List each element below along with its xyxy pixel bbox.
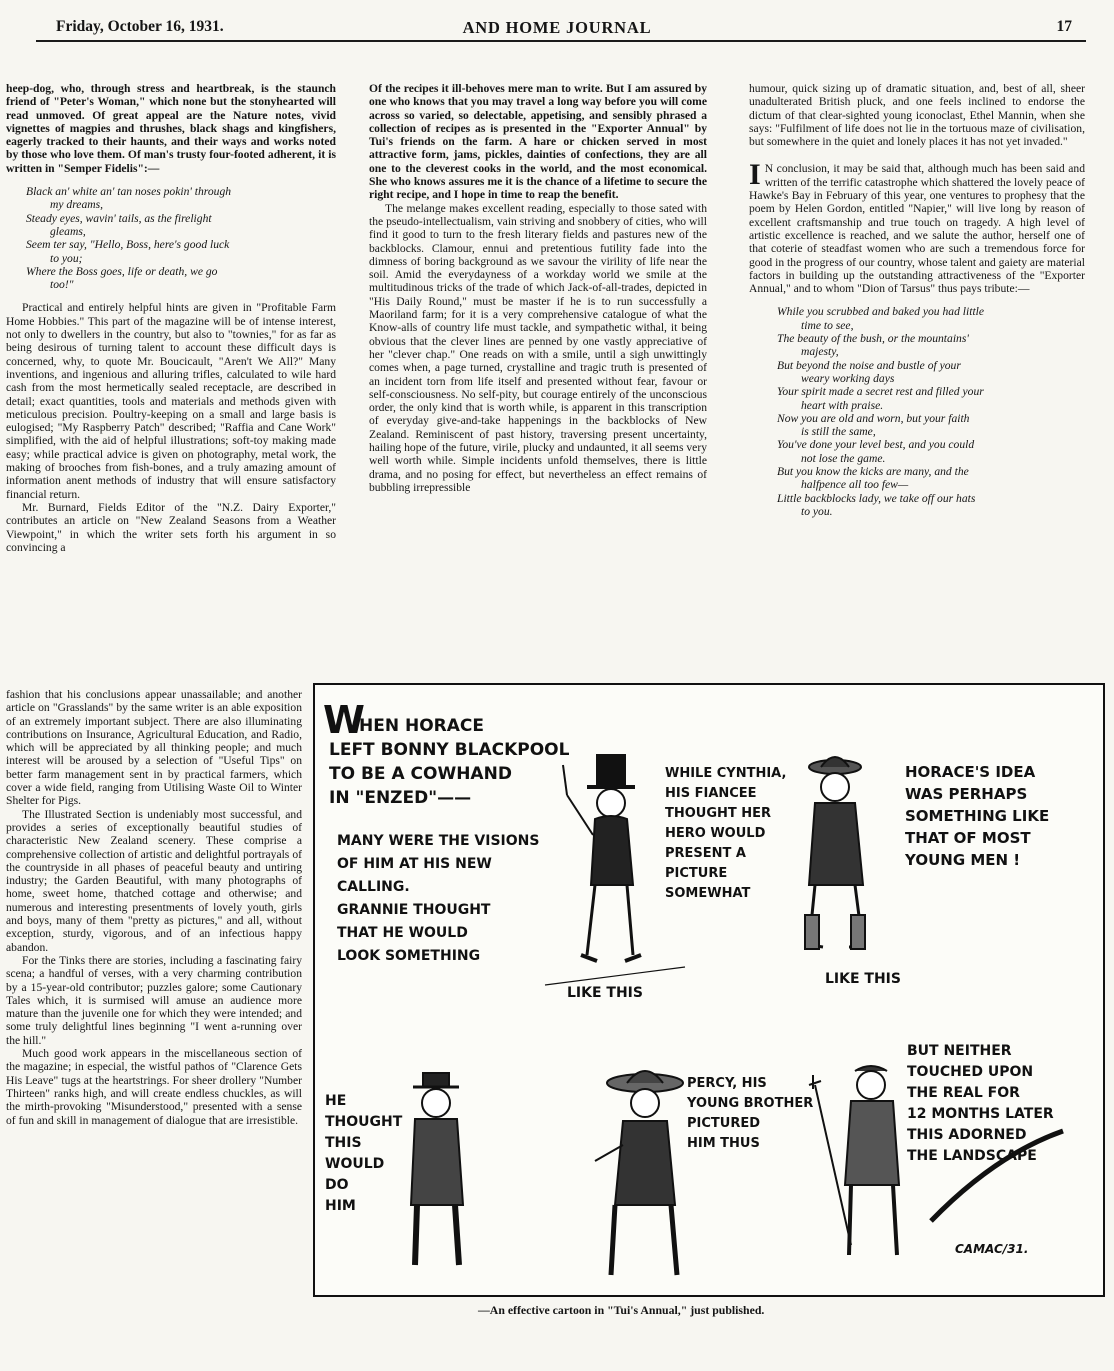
cartoon-caption-line: HERO WOULD <box>665 826 766 841</box>
verse-line <box>777 438 1085 465</box>
verse-line <box>777 385 1085 412</box>
cartoon-caption-line: WAS PERHAPS <box>905 785 1028 803</box>
cartoon-caption-line: HIM <box>325 1198 356 1214</box>
cartoon-caption-line: THIS ADORNED <box>907 1127 1027 1143</box>
panel3-horace-caption <box>904 763 1049 869</box>
page-header <box>0 0 1114 40</box>
figure-hat-man <box>411 1073 463 1265</box>
verse-line-text: Where the Boss goes, life or death, we go <box>26 264 218 278</box>
verse-line-continuation: weary working days <box>801 371 895 385</box>
verse-line <box>26 212 336 239</box>
col1-paragraph-burnard: Mr. Burnard, Fields Editor of the "N.Z. Dairy Exporter," contributes an article on "New Zealand Seasons from a Weather Viewpoint," in which the writer sets forth his argument in so convincing a <box>6 500 336 554</box>
page-number: 17 <box>1056 18 1072 35</box>
panel2-cynthia-caption <box>665 766 786 901</box>
ground-line-1 <box>545 967 685 985</box>
cartoon-caption-line: THAT OF MOST <box>905 829 1031 847</box>
panel1-grannie-caption <box>337 833 539 964</box>
cartoon-panel <box>313 683 1105 1297</box>
col1-paragraph-burnard-cont: fashion that his conclusions appear unassailable; and another article on "Grasslands" by the same writer is an able exposition of an extremely important subject. There are also illuminating contributions on Insurance, Agricultural Education, and Radio, which will be appreciated by all thinking people; and much interest will be aroused by a selection of "Useful Tips" on better farm management sent in by practical farmers, which cover a wide field, ranging from Utilising Waste Oil to Winter Shelter for Pigs. <box>6 688 302 808</box>
verse-line-text: Little backblocks lady, we take off our hats <box>777 491 976 505</box>
verse-line <box>777 359 1085 386</box>
verse-line-text: Now you are old and worn, but your faith <box>777 411 970 425</box>
cartoon-caption-line: HIS FIANCEE <box>665 786 757 801</box>
figure-percy-cowboy <box>595 1071 683 1275</box>
verse-line <box>26 238 336 265</box>
col3-paragraph-napier <box>749 158 1085 296</box>
cartoon-caption-line: PERCY, HIS <box>687 1076 767 1091</box>
verse-line-continuation: halfpence all too few— <box>801 478 909 492</box>
cartoon-drawing <box>315 685 1103 1295</box>
verse-line-continuation: gleams, <box>50 224 86 238</box>
verse-line <box>777 465 1085 492</box>
column-1 <box>6 82 336 554</box>
issue-date: Friday, October 16, 1931. <box>56 18 224 35</box>
verse-line <box>26 265 336 292</box>
cartoon-caption-line: THOUGHT HER <box>665 806 772 821</box>
verse-line-text: While you scrubbed and baked you had little <box>777 305 985 319</box>
verse-line-text: The beauty of the bush, or the mountains' <box>777 332 969 346</box>
figure-farmhand <box>809 1066 899 1255</box>
cartoon-caption-line: LOOK SOMETHING <box>337 948 481 964</box>
cartoon-caption-line: WHILE CYNTHIA, <box>665 766 787 781</box>
cartoon-caption-line: DO <box>325 1177 349 1193</box>
verse-line-text: Your spirit made a secret rest and filled your <box>777 385 984 399</box>
panel1-caption <box>329 716 570 808</box>
verse-line-continuation: majesty, <box>801 345 839 359</box>
cartoon-caption-line: SOMETHING LIKE <box>905 807 1050 825</box>
col1-paragraph-illustrated: The Illustrated Section is undeniably most successful, and provides a series of exceptionally beautiful studies of characteristic New Zealand scenery. These comprise a comprehensive collection of artistic and delightful portrayals of the countryside in all phases of peaceful beauty and untiring industry; the Garden Beautiful, with many photographs of home, sweet home, thatched cottage and otherwise; and numerous and interesting presentments of lovely youth, girls and boys, many of them "pretty as pictures," and all, without exception, sturdy, vigorous, and of an infectious happy abandon. <box>6 807 302 954</box>
cartoon-caption-line: MANY WERE THE VISIONS <box>337 833 540 849</box>
cartoon-caption-line: LEFT BONNY BLACKPOOL <box>329 740 570 760</box>
cartoon-caption-line: THIS <box>325 1135 362 1151</box>
verse-line <box>777 412 1085 439</box>
col2-lead-paragraph: Of the recipes it ill-behoves mere man to write. But I am assured by one who knows that you may travel a long way before you will come across so varied, so delectable, appetising, and sensibly phrased a collection of recipes as is presented in the "Exporter Annual" by Tui's friends on the farm. A hare or chicken served in most attractive form, jams, pickles, dainties of confections, they are all one to the cleverest cooks in the world, and the most economical. She who knows assures me it is the chance of a lifetime to secure the right recipe, and I hope in time to reap the benefit. <box>369 82 707 202</box>
cartoon-caption-line: TO BE A COWHAND <box>329 764 512 784</box>
column-1-lower <box>6 688 302 1127</box>
cartoon-caption-line: HEN HORACE <box>359 716 485 736</box>
verse-line-continuation: time to see, <box>801 318 854 332</box>
cartoon-caption: —An effective cartoon in "Tui's Annual," just published. <box>478 1303 765 1317</box>
cartoon-initial-w: W <box>323 698 365 742</box>
verse-line <box>777 332 1085 359</box>
verse-line-continuation: my dreams, <box>50 198 104 212</box>
landscape-stroke <box>931 1131 1063 1221</box>
verse-line-continuation: heart with praise. <box>801 398 884 412</box>
col1-paragraph-tinks: For the Tinks there are stories, including a fascinating fairy scena; a handful of verses, with a very charming contribution by a 15-year-old contributor; puzzles galore; some Cautionary Tales which, it is surmised will amuse an audience more mature than the juvenile one for which they were intended; and some truly delightful lines beginning "I went a-running over the hill." <box>6 953 302 1047</box>
tribute-verse <box>777 305 1085 518</box>
verse-line-text: Steady eyes, wavin' tails, as the firelight <box>26 211 212 225</box>
col2-paragraph-melange: The melange makes excellent reading, especially to those sated with the pseudo-intellectualism, vain striving and snobbery of cities, who will find it good to turn to the fresh literary fields and pastures new of the backblocks. Clamour, ennui and pretentious futility fade into the dimness of boring background as we savour the virility of life near the soil. Amid the everydayness of a workday world we smile at the multitudinous tricks of the trade of which Jack-of-all-trades, depicted in "His Daily Round," must be master if he is to run successfully a Maoriland farm; for it is a very comprehensive catalogue of what the Know-alls of country life must tackle, and sympathetic withal, it being obvious that the clever lines are penned by one vastly appreciative of her "clever chap." One reads on with a smile, until a sigh unwittingly comes when, a page turned, crystalline and tragic truth is presented of an incident torn from life itself and presented without fear, favour or self-consciousness. No self-pity, but courage entirely of the unconscious order, the only kind that is worth while, is apparent in this transcription of everyday give-and-take happenings in the backblocks of New Zealand. Reminiscent of past history, traversing present uncertainty, hailing hope of the future, virile, plucky and undaunted, it all seems very well worth while. Simple incidents unfold themselves, there is little drama, and no posing for effect, but nevertheless an effect remains of bubbling irrepressible <box>369 201 707 494</box>
verse-line-continuation: not lose the game. <box>801 451 886 465</box>
cartoon-caption-line: HIM THUS <box>687 1136 760 1151</box>
verse-line-text: You've done your level best, and you could <box>777 438 975 452</box>
cartoon-caption-line: PICTURE <box>665 866 728 881</box>
column-2 <box>369 82 707 494</box>
verse-line-text: Seem ter say, "Hello, Boss, here's good luck <box>26 238 230 252</box>
figure-cowboy-hero <box>805 757 865 949</box>
cartoon-caption-line: SOMEWHAT <box>665 886 751 901</box>
cartoon-caption-line: PICTURED <box>687 1116 761 1131</box>
cartoon-caption-line: THE LANDSCAPE <box>907 1148 1037 1164</box>
column-3 <box>749 82 1085 528</box>
cartoon-caption-line: YOUNG BROTHER <box>687 1096 814 1111</box>
panel4-he-thought-caption <box>325 1093 403 1214</box>
verse-line-text: But beyond the noise and bustle of your <box>777 358 961 372</box>
verse-line <box>26 185 336 212</box>
col3-paragraph-humour: humour, quick sizing up of dramatic situation, and, best of all, sheer unadulterated British pluck, and one feels inclined to endorse the dictum of that clear-sighted young iconoclast, Ethel Mannin, when she says: "Fulfilment of life does not lie in the tortuous maze of civilisation, but somewhere in the quiet and lonely places it has not yet invaded." <box>749 82 1085 149</box>
cartoon-caption-line: TOUCHED UPON <box>907 1064 1034 1080</box>
semper-fidelis-verse <box>26 185 336 291</box>
verse-line-continuation: is still the same, <box>801 425 876 439</box>
header-rule <box>36 40 1086 42</box>
cartoon-caption-line: HORACE'S IDEA <box>905 763 1036 781</box>
artist-signature: CAMAC/31. <box>955 1242 1029 1256</box>
cartoon-caption-line: OF HIM AT HIS NEW <box>337 856 492 872</box>
cartoon-caption-line: PRESENT A <box>665 846 746 861</box>
panel1-like-this: LIKE THIS <box>567 985 643 1001</box>
cartoon-caption-line: THOUGHT <box>325 1114 403 1130</box>
figure-gentleman <box>563 755 641 961</box>
panel5-percy-caption <box>686 1076 813 1151</box>
verse-line <box>777 305 1085 332</box>
cartoon-caption-line: BUT NEITHER <box>907 1043 1012 1059</box>
col1-lead-paragraph: heep-dog, who, through stress and heartbreak, is the staunch friend of "Peter's Woman," which none but the stonyhearted will read unmoved. Of great appeal are the Nature notes, vivid vignettes of magpies and thrushes, black shags and kingfishers, eagerly tracked to their haunts, and their ways and works noted by those who love them. Of man's trusty four-footed adherent, it is written in "Semper Fidelis":— <box>6 82 336 175</box>
verse-line-continuation: to you; <box>50 251 83 265</box>
cartoon-caption-line: THE REAL FOR <box>907 1085 1020 1101</box>
panel2-like-this: LIKE THIS <box>825 971 901 987</box>
verse-line-continuation: to you. <box>801 504 833 518</box>
journal-title: AND HOME JOURNAL <box>462 18 652 37</box>
cartoon-caption-line: CALLING. <box>337 879 410 895</box>
cartoon-caption-line: IN "ENZED"—— <box>329 788 472 808</box>
cartoon-caption-line: GRANNIE THOUGHT <box>337 902 491 918</box>
cartoon-caption-line: HE <box>325 1093 347 1109</box>
verse-line-text: Black an' white an' tan noses pokin' through <box>26 185 232 199</box>
cartoon-caption-line: 12 MONTHS LATER <box>907 1106 1054 1122</box>
drop-cap: I <box>749 158 761 192</box>
col3-napier-text: N conclusion, it may be said that, although much has been said and written of the terrific catastrophe which shattered the lovely peace of Hawke's Bay in February of this year, one ventures to prophesy that the poem by Helen Gordon, entitled "Napier," will live long by reason of excellent craftsmanship and true touch on tragedy. A high level of artistic excellence is reached, and we salute the author, herself one of that coterie of steadfast women who are such a tremendous force for good in the progress of our country, whose talent and gaiety are material factors in building up the outstanding attractiveness of the "Exporter Annual," and to whom "Dion of Tarsus" thus pays tribute:— <box>749 162 1085 296</box>
cartoon-caption-line: WOULD <box>325 1156 385 1172</box>
col1-paragraph-miscellaneous: Much good work appears in the miscellaneous section of the magazine; in especial, the wistful pathos of "Clarence Gets His Leave" tugs at the heartstrings. For sheer drollery "Number Thirteen" ranks high, and will create endless chuckles, as will the mirth-provoking "Misunderstood," presented with a sense of fun and skill in management of dialogue that are irresistible. <box>6 1047 302 1127</box>
verse-line <box>777 492 1085 519</box>
cartoon-caption-line: YOUNG MEN ! <box>905 851 1021 869</box>
verse-line-text: But you know the kicks are many, and the <box>777 465 969 479</box>
cartoon-caption-line: THAT HE WOULD <box>337 925 468 941</box>
col1-paragraph-hobbies: Practical and entirely helpful hints are given in "Profitable Farm Home Hobbies." This part of the magazine will be of intense interest, not only to dwellers in the country, but also to "townies," for as far as being desirous of turning talent to account these difficult days is concerned, why, to quote Mr. Boucicault, "Aren't We All?" Many inventions, and ingenious and alluring trifles, calculated to wile hard cash from the most hermetically sealed receptacle, are described in detail; exact quantities, tools and materials and methods given with meticulous precision. Poultry-keeping on a small and large basis is eulogised; "My Raspberry Patch" described; "Raffia and Cane Work" simplified, with the aid of helpful illustrations; soft-toy making made easy; while practical advice is given on photography, metal work, the making of brooches from fish-bones, and a truly amazing amount of information anent methods of industry that will ensure satisfactory financial return. <box>6 301 336 501</box>
verse-line-continuation: too!" <box>50 278 74 292</box>
